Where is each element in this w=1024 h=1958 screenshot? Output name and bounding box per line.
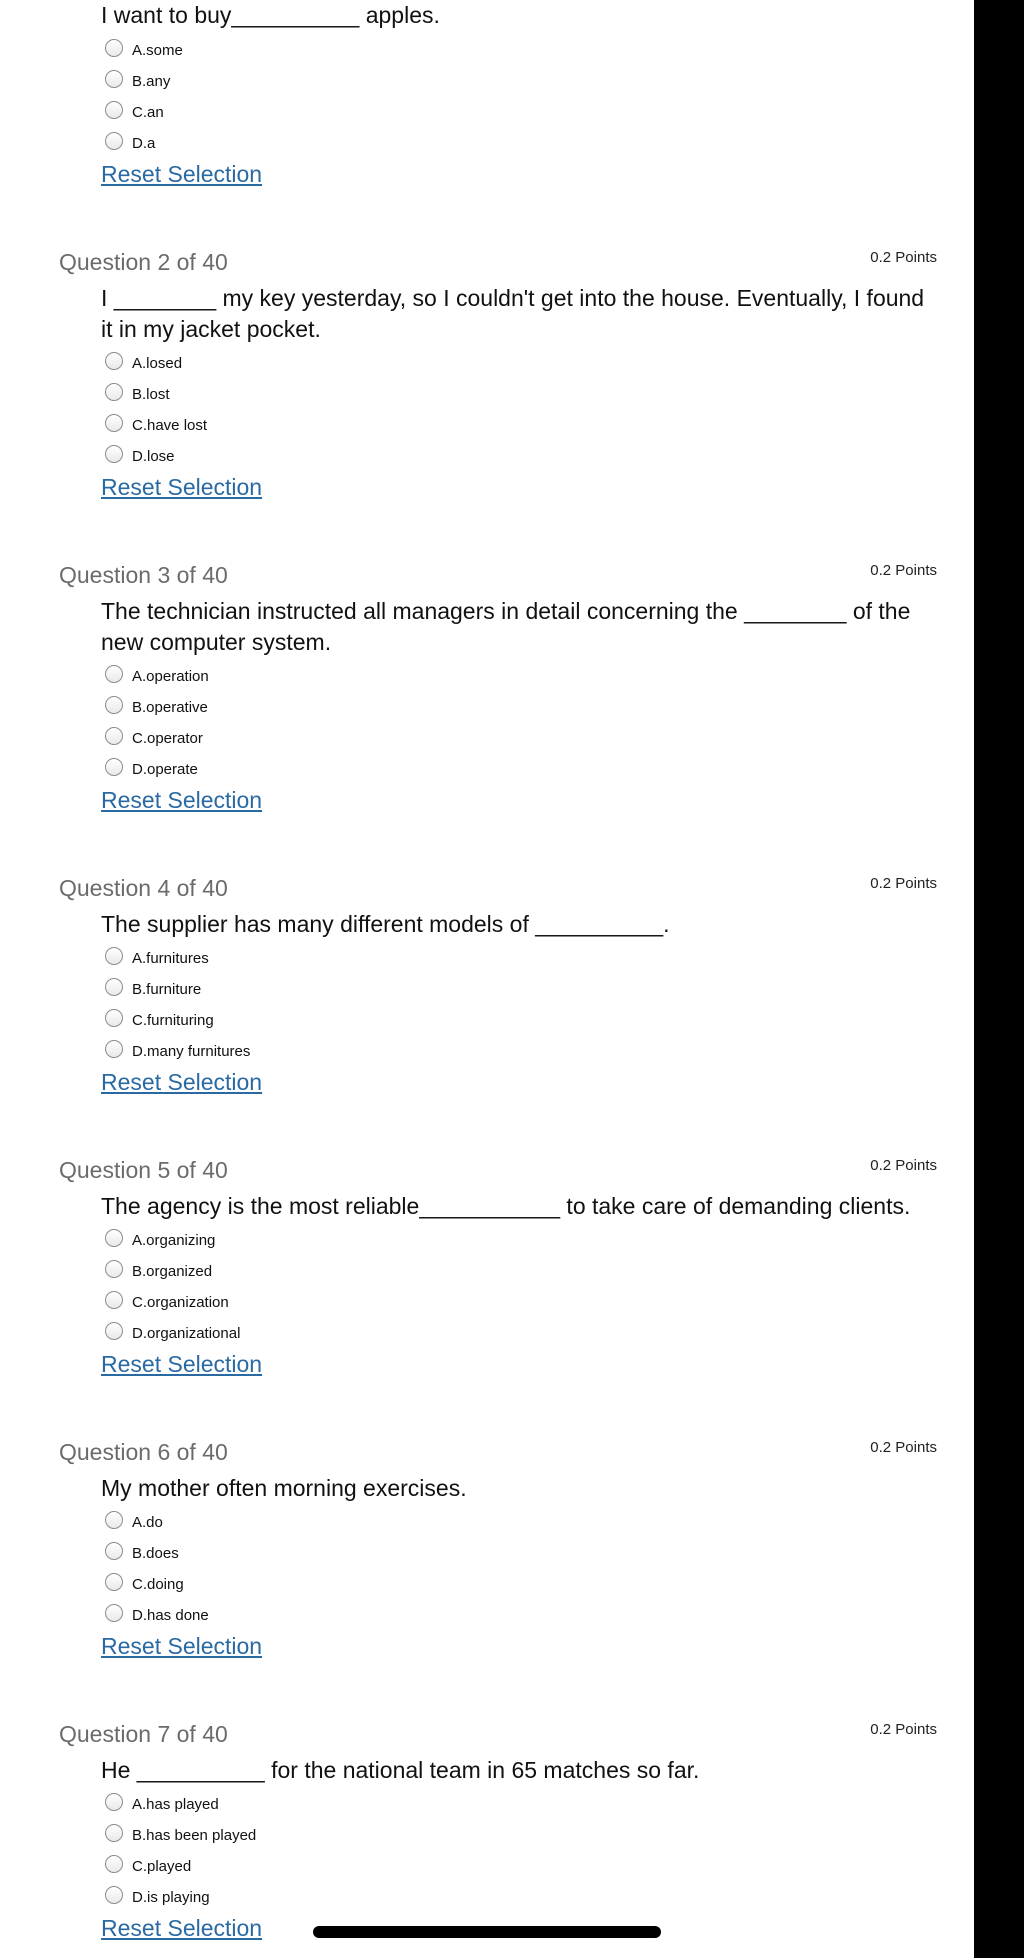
answer-option-a[interactable] (105, 1789, 256, 1820)
option-label: C.furnituring (132, 1012, 214, 1029)
answer-options (105, 1789, 256, 1913)
radio-button-icon[interactable] (105, 727, 123, 745)
option-label: A.has played (132, 1796, 219, 1813)
reset-selection-link[interactable]: Reset Selection (101, 1069, 263, 1095)
radio-button-icon[interactable] (105, 39, 123, 57)
option-label: A.do (132, 1514, 163, 1531)
radio-button-icon[interactable] (105, 1542, 123, 1560)
option-label: C.organization (132, 1294, 229, 1311)
radio-button-icon[interactable] (105, 101, 123, 119)
option-label: D.many furnitures (132, 1043, 251, 1060)
question-number: Question 5 of 40 (59, 1157, 228, 1183)
answer-option-d[interactable] (105, 1882, 256, 1913)
answer-option-d[interactable] (105, 128, 183, 159)
answer-option-a[interactable] (105, 943, 250, 974)
option-label: D.has done (132, 1607, 209, 1624)
option-label: B.lost (132, 386, 170, 403)
radio-button-icon[interactable] (105, 758, 123, 776)
reset-selection-link[interactable]: Reset Selection (101, 1633, 263, 1659)
option-label: D.a (132, 135, 156, 152)
answer-option-d[interactable] (105, 1318, 240, 1349)
radio-button-icon[interactable] (105, 1511, 123, 1529)
radio-button-icon[interactable] (105, 665, 123, 683)
radio-button-icon[interactable] (105, 696, 123, 714)
option-label: A.operation (132, 668, 209, 685)
option-label: B.has been played (132, 1827, 257, 1844)
home-indicator[interactable] (313, 1926, 661, 1938)
option-label: C.doing (132, 1576, 184, 1593)
option-label: D.operate (132, 761, 198, 778)
option-label: B.organized (132, 1263, 213, 1280)
radio-button-icon[interactable] (105, 947, 123, 965)
answer-option-a[interactable] (105, 1225, 240, 1256)
option-label: D.lose (132, 448, 175, 465)
answer-option-c[interactable] (105, 1851, 256, 1882)
option-label: B.operative (132, 699, 208, 716)
answer-option-b[interactable] (105, 66, 183, 97)
option-label: B.does (132, 1545, 179, 1562)
answer-option-a[interactable] (105, 35, 183, 66)
radio-button-icon[interactable] (105, 70, 123, 88)
option-label: D.is playing (132, 1889, 210, 1906)
reset-selection-link[interactable]: Reset Selection (101, 787, 263, 813)
question-points: 0.2 Points (870, 1157, 937, 1174)
answer-option-c[interactable] (105, 1287, 240, 1318)
question-text: My mother often morning exercises. (101, 1475, 467, 1501)
answer-option-b[interactable] (105, 1820, 256, 1851)
answer-option-b[interactable] (105, 1256, 240, 1287)
option-label: A.furnitures (132, 950, 209, 967)
radio-button-icon[interactable] (105, 445, 123, 463)
answer-option-c[interactable] (105, 97, 183, 128)
option-label: C.have lost (132, 417, 208, 434)
radio-button-icon[interactable] (105, 383, 123, 401)
radio-button-icon[interactable] (105, 1573, 123, 1591)
question-number: Question 7 of 40 (59, 1721, 228, 1747)
question-text: He __________ for the national team in 65 matches so far. (101, 1757, 700, 1783)
radio-button-icon[interactable] (105, 1040, 123, 1058)
option-label: A.losed (132, 355, 183, 372)
radio-button-icon[interactable] (105, 1824, 123, 1842)
question-points: 0.2 Points (870, 1439, 937, 1456)
radio-button-icon[interactable] (105, 1260, 123, 1278)
answer-option-b[interactable] (105, 692, 209, 723)
question-number: Question 3 of 40 (59, 562, 228, 588)
question-text: I ________ my key yesterday, so I couldn't get into the house. Eventually, I found it in my jacket pocket. (101, 285, 925, 342)
option-label: A.organizing (132, 1232, 216, 1249)
answer-options (105, 35, 183, 159)
radio-button-icon[interactable] (105, 1793, 123, 1811)
option-label: C.an (132, 104, 164, 121)
question-points: 0.2 Points (870, 562, 937, 579)
answer-options (105, 1507, 209, 1631)
answer-option-b[interactable] (105, 1538, 209, 1569)
question-text: The supplier has many different models of __________. (101, 911, 670, 937)
answer-option-b[interactable] (105, 379, 207, 410)
answer-option-c[interactable] (105, 410, 207, 441)
question-text: The technician instructed all managers in detail concerning the ________ of the new computer system. (101, 598, 911, 655)
question-points: 0.2 Points (870, 249, 937, 266)
answer-option-d[interactable] (105, 441, 207, 472)
option-label: A.some (132, 42, 183, 59)
question-number: Question 4 of 40 (59, 875, 228, 901)
option-label: C.played (132, 1858, 192, 1875)
radio-button-icon[interactable] (105, 1604, 123, 1622)
radio-button-icon[interactable] (105, 1229, 123, 1247)
option-label: B.furniture (132, 981, 202, 998)
answer-option-a[interactable] (105, 348, 207, 379)
option-label: C.operator (132, 730, 203, 747)
question-text: I want to buy__________ apples. (101, 2, 440, 28)
radio-button-icon[interactable] (105, 352, 123, 370)
radio-button-icon[interactable] (105, 1291, 123, 1309)
radio-button-icon[interactable] (105, 1855, 123, 1873)
option-label: D.organizational (132, 1325, 241, 1342)
answer-option-b[interactable] (105, 974, 250, 1005)
answer-option-a[interactable] (105, 661, 209, 692)
answer-option-d[interactable] (105, 1600, 209, 1631)
radio-button-icon[interactable] (105, 132, 123, 150)
answer-options (105, 1225, 240, 1349)
answer-options (105, 348, 207, 472)
question-number: Question 6 of 40 (59, 1439, 228, 1465)
reset-selection-link[interactable]: Reset Selection (101, 1915, 263, 1941)
question-points: 0.2 Points (870, 1721, 937, 1738)
reset-selection-link[interactable]: Reset Selection (101, 161, 263, 187)
answer-option-d[interactable] (105, 754, 209, 785)
question-text: The agency is the most reliable___________ to take care of demanding clients. (101, 1193, 911, 1219)
radio-button-icon[interactable] (105, 414, 123, 432)
question-points: 0.2 Points (870, 875, 937, 892)
radio-button-icon[interactable] (105, 1009, 123, 1027)
answer-option-d[interactable] (105, 1036, 250, 1067)
option-label: B.any (132, 73, 171, 90)
radio-button-icon[interactable] (105, 978, 123, 996)
screen-edge-bar (974, 0, 1024, 1958)
answer-option-a[interactable] (105, 1507, 209, 1538)
answer-option-c[interactable] (105, 723, 209, 754)
question-number: Question 2 of 40 (59, 249, 228, 275)
answer-options (105, 943, 250, 1067)
radio-button-icon[interactable] (105, 1886, 123, 1904)
answer-option-c[interactable] (105, 1005, 250, 1036)
answer-option-c[interactable] (105, 1569, 209, 1600)
reset-selection-link[interactable]: Reset Selection (101, 1351, 263, 1377)
radio-button-icon[interactable] (105, 1322, 123, 1340)
reset-selection-link[interactable]: Reset Selection (101, 474, 263, 500)
answer-options (105, 661, 209, 785)
